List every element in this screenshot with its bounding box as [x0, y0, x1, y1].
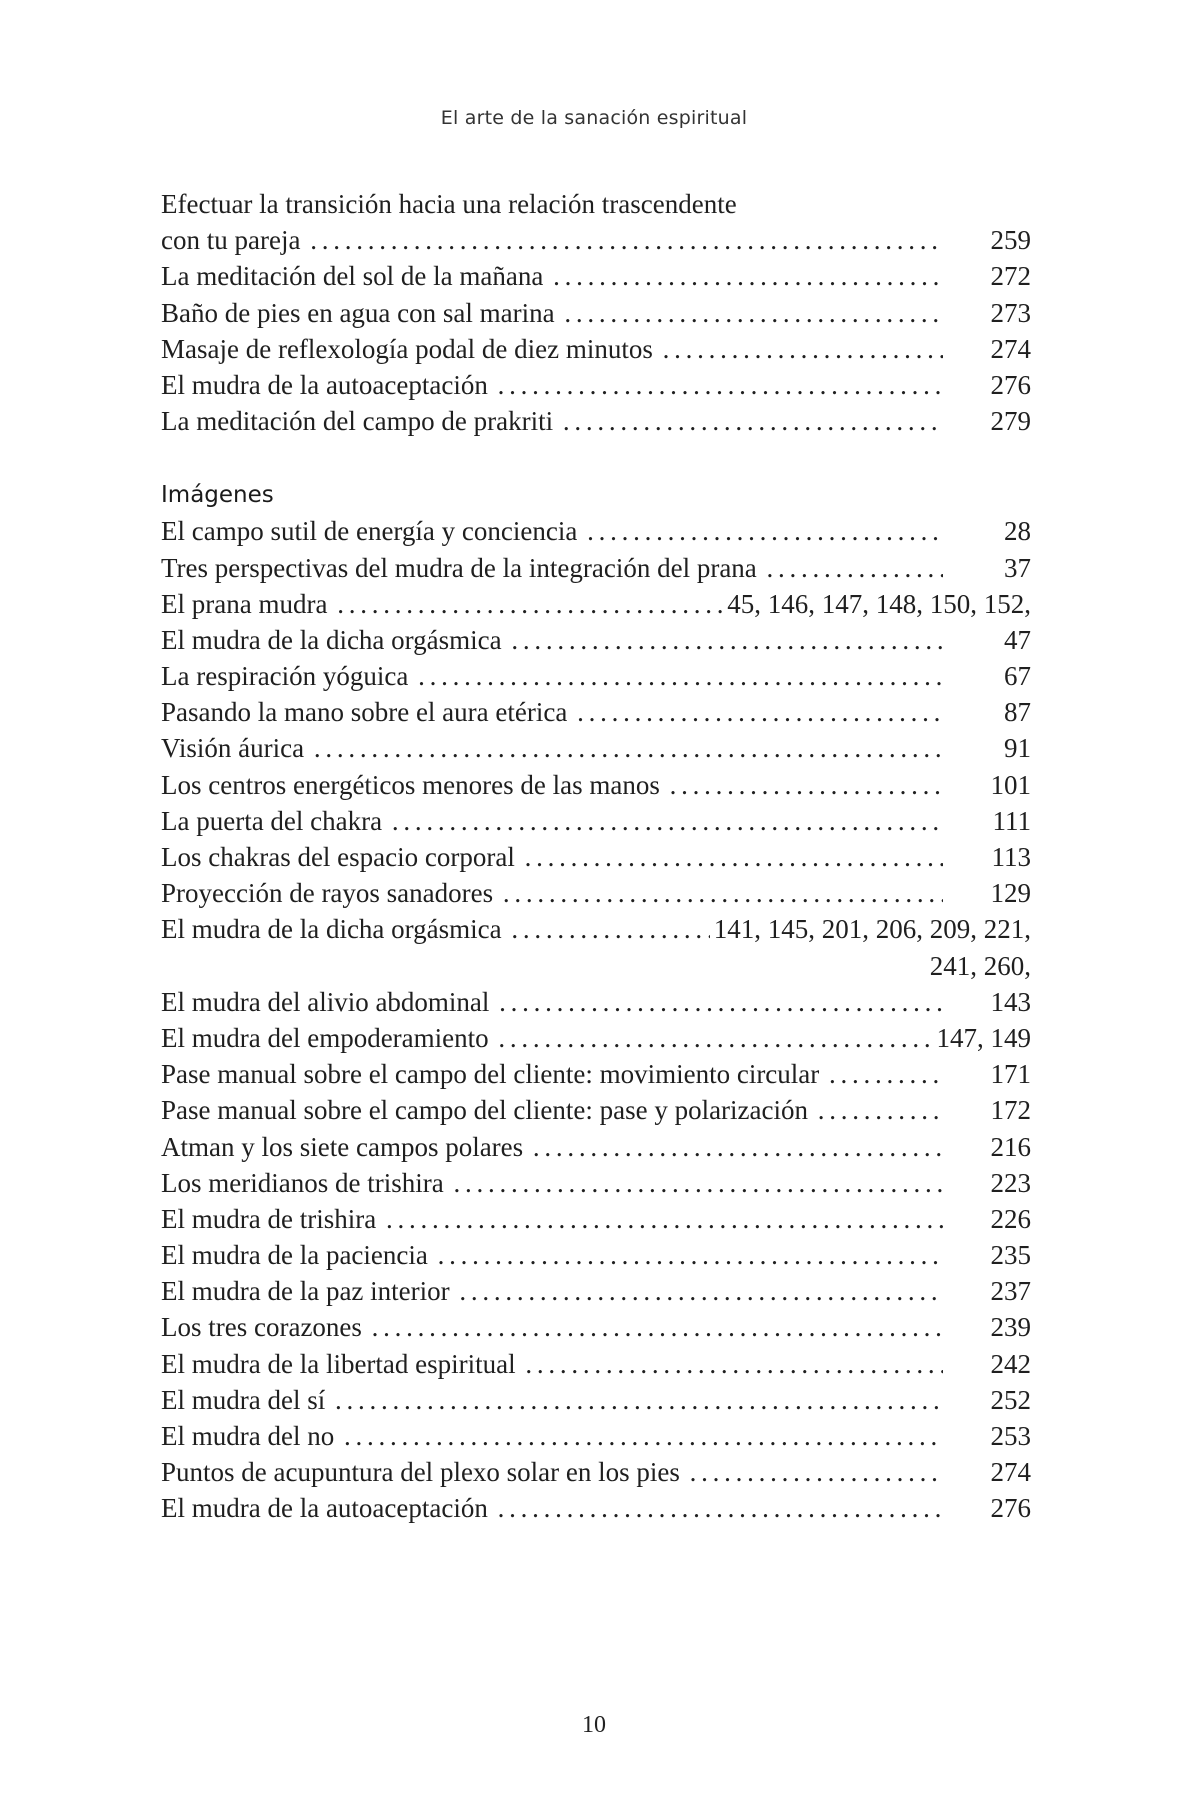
image-list [161, 513, 1031, 1526]
toc-entry-title: Pasando la mano sobre el aura etérica [161, 697, 571, 727]
dot-leader [161, 1273, 943, 1309]
toc-entry-title: Puntos de acupuntura del plexo solar en los pies [161, 1457, 684, 1487]
toc-entry [161, 1382, 1031, 1418]
dot-leader [161, 694, 943, 730]
toc-entry-pages: 241, 260, [926, 948, 1031, 984]
toc-entry [161, 1273, 1031, 1309]
toc-entry-pages: 141, 145, 201, 206, 209, 221, [710, 911, 1031, 947]
toc-entry-title: El mudra del sí [161, 1385, 329, 1415]
toc-entry-pages: 216 [987, 1129, 1032, 1165]
toc-entry [161, 948, 1031, 984]
toc-entry-title: Los chakras del espacio corporal [161, 842, 519, 872]
toc-entry [161, 1165, 1031, 1201]
toc-entry-pages: 253 [987, 1418, 1032, 1454]
toc-entry-title: La meditación del sol de la mañana [161, 261, 547, 291]
toc-entry [161, 331, 1031, 367]
toc-entry [161, 403, 1031, 439]
toc-entry-title: El campo sutil de energía y conciencia [161, 516, 581, 546]
dot-leader [161, 803, 943, 839]
dot-leader [161, 767, 943, 803]
toc-entry [161, 1201, 1031, 1237]
dot-leader [161, 1346, 943, 1382]
toc-entry-title: Proyección de rayos sanadores [161, 878, 497, 908]
exercise-list [161, 222, 1031, 439]
dot-leader [161, 622, 943, 658]
toc-entry-pages: 172 [987, 1092, 1032, 1128]
toc-entry-pages: 147, 149 [933, 1020, 1032, 1056]
toc-entry [161, 1020, 1031, 1056]
toc-entry-pages: 91 [1000, 730, 1031, 766]
toc-entry-title: Los meridianos de trishira [161, 1168, 448, 1198]
toc-entry-title: Pase manual sobre el campo del cliente: pase y polarización [161, 1095, 812, 1125]
dot-leader [161, 1129, 943, 1165]
toc-entry-title: El mudra del alivio abdominal [161, 987, 493, 1017]
toc-entry-title: El mudra de la autoaceptación [161, 370, 492, 400]
toc-entry [161, 586, 1031, 622]
dot-leader [161, 730, 943, 766]
toc-content [161, 186, 1031, 1527]
toc-entry [161, 513, 1031, 549]
dot-leader [161, 295, 943, 331]
toc-entry-pages: 87 [1000, 694, 1031, 730]
dot-leader [161, 1165, 943, 1201]
toc-entry [161, 1056, 1031, 1092]
dot-leader [161, 403, 943, 439]
dot-leader [161, 1382, 943, 1418]
toc-entry [161, 258, 1031, 294]
toc-entry-title: La respiración yóguica [161, 661, 412, 691]
section-heading-images: Imágenes [161, 482, 274, 509]
dot-leader [161, 367, 943, 403]
dot-leader [161, 513, 943, 549]
dot-leader [161, 222, 943, 258]
toc-entry-title: con tu pareja [161, 225, 304, 255]
toc-entry-pages: 143 [987, 984, 1032, 1020]
toc-entry [161, 295, 1031, 331]
toc-entry-pages: 242 [987, 1346, 1032, 1382]
dot-leader [161, 550, 943, 586]
toc-entry [161, 367, 1031, 403]
toc-entry-pages: 101 [987, 767, 1032, 803]
toc-entry-pages: 113 [988, 839, 1032, 875]
toc-entry-pages: 47 [1000, 622, 1031, 658]
dot-leader [161, 331, 943, 367]
page-number: 10 [582, 1712, 606, 1738]
toc-entry-title: Baño de pies en agua con sal marina [161, 298, 559, 328]
toc-entry-pages: 237 [987, 1273, 1032, 1309]
dot-leader [161, 1056, 943, 1092]
toc-entry [161, 222, 1031, 258]
toc-entry-title: El prana mudra [161, 589, 331, 619]
dot-leader [161, 258, 943, 294]
toc-entry-title: El mudra de la dicha orgásmica [161, 914, 506, 944]
toc-entry [161, 730, 1031, 766]
dot-leader [161, 1418, 943, 1454]
dot-leader [161, 1454, 943, 1490]
toc-entry-pages: 223 [987, 1165, 1032, 1201]
toc-entry [161, 1309, 1031, 1345]
toc-entry [161, 1418, 1031, 1454]
toc-entry-title: El mudra de la dicha orgásmica [161, 625, 506, 655]
toc-entry-pages: 274 [987, 331, 1032, 367]
toc-entry-title: El mudra de trishira [161, 1204, 380, 1234]
toc-entry [161, 694, 1031, 730]
toc-entry-title: El mudra del empoderamiento [161, 1023, 493, 1053]
toc-entry-pages: 279 [987, 403, 1032, 439]
dot-leader [161, 1237, 943, 1273]
toc-entry [161, 767, 1031, 803]
toc-entry-title: El mudra de la libertad espiritual [161, 1349, 520, 1379]
dot-leader [161, 1020, 943, 1056]
dot-leader [161, 875, 943, 911]
toc-entry [161, 911, 1031, 947]
toc-entry [161, 622, 1031, 658]
dot-leader [161, 984, 943, 1020]
dot-leader [161, 1490, 943, 1526]
dot-leader [161, 839, 943, 875]
toc-intro-line [161, 186, 1031, 222]
toc-entry [161, 1454, 1031, 1490]
toc-entry-pages: 28 [1000, 513, 1031, 549]
toc-entry [161, 1092, 1031, 1128]
toc-entry-pages: 45, 146, 147, 148, 150, 152, [723, 586, 1031, 622]
toc-entry-title: El mudra de la paciencia [161, 1240, 432, 1270]
toc-entry-pages: 273 [987, 295, 1032, 331]
toc-entry-title: Los centros energéticos menores de las manos [161, 770, 664, 800]
toc-entry [161, 875, 1031, 911]
toc-entry-title: La meditación del campo de prakriti [161, 406, 557, 436]
toc-entry-title: Tres perspectivas del mudra de la integración del prana [161, 553, 761, 583]
toc-entry-title: Efectuar la transición hacia una relación trascendente [161, 189, 737, 219]
toc-entry [161, 803, 1031, 839]
toc-entry-pages: 226 [987, 1201, 1032, 1237]
toc-entry-pages: 37 [1000, 550, 1031, 586]
toc-entry [161, 1129, 1031, 1165]
toc-entry-pages: 239 [987, 1309, 1032, 1345]
dot-leader [161, 1201, 943, 1237]
toc-entry-pages: 111 [989, 803, 1032, 839]
toc-entry-pages: 259 [987, 222, 1032, 258]
toc-entry-title: Pase manual sobre el campo del cliente: movimiento circular [161, 1059, 823, 1089]
dot-leader [161, 1309, 943, 1345]
toc-entry-pages: 274 [987, 1454, 1032, 1490]
toc-entry [161, 984, 1031, 1020]
toc-entry [161, 658, 1031, 694]
toc-entry-title: Los tres corazones [161, 1312, 366, 1342]
toc-entry-title: Masaje de reflexología podal de diez minutos [161, 334, 657, 364]
toc-entry [161, 839, 1031, 875]
dot-leader [161, 658, 943, 694]
toc-entry [161, 1346, 1031, 1382]
toc-entry-title: El mudra de la autoaceptación [161, 1493, 492, 1523]
toc-entry-pages: 272 [987, 258, 1032, 294]
toc-entry-title: El mudra del no [161, 1421, 338, 1451]
toc-entry-pages: 276 [987, 1490, 1032, 1526]
toc-entry-title: Visión áurica [161, 733, 308, 763]
toc-entry-pages: 276 [987, 367, 1032, 403]
toc-entry-title: El mudra de la paz interior [161, 1276, 454, 1306]
dot-leader [161, 1092, 943, 1128]
toc-entry-pages: 235 [987, 1237, 1032, 1273]
toc-entry-pages: 67 [1000, 658, 1031, 694]
toc-entry [161, 1237, 1031, 1273]
toc-entry-pages: 171 [987, 1056, 1032, 1092]
toc-entry-title: La puerta del chakra [161, 806, 386, 836]
toc-entry-title: Atman y los siete campos polares [161, 1132, 527, 1162]
toc-entry-pages: 129 [987, 875, 1032, 911]
toc-entry [161, 1490, 1031, 1526]
toc-entry-pages: 252 [987, 1382, 1032, 1418]
toc-entry [161, 550, 1031, 586]
running-head: El arte de la sanación espiritual [440, 107, 748, 129]
